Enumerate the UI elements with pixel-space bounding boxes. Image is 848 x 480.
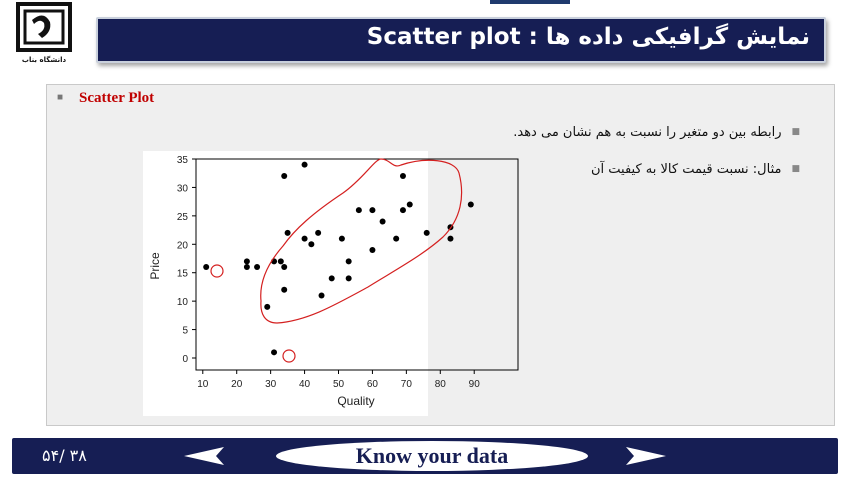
scatter-point xyxy=(339,236,345,242)
footer-tagline: Know your data xyxy=(355,443,509,468)
outlier-circle-left xyxy=(211,265,223,277)
scatter-point xyxy=(281,173,287,179)
scatter-point xyxy=(447,236,453,242)
scatter-point xyxy=(424,230,430,236)
outlier-circle-bottom xyxy=(283,350,295,362)
y-tick-label: 5 xyxy=(182,325,188,337)
y-axis-label: Price xyxy=(148,252,162,280)
bullet-square-icon: ■ xyxy=(791,127,800,137)
plot-frame xyxy=(196,159,518,370)
x-tick-label: 50 xyxy=(332,379,345,390)
logo-caption: دانشگاه بناب xyxy=(21,56,67,64)
y-tick-label: 30 xyxy=(176,183,188,195)
slide-title-bar xyxy=(96,17,826,63)
scatter-point xyxy=(400,173,406,179)
scatter-point xyxy=(380,219,386,225)
scatter-point xyxy=(315,230,321,236)
x-tick-label: 20 xyxy=(231,379,243,390)
scatter-plot-figure xyxy=(143,151,480,416)
bullet-square-icon: ■ xyxy=(791,164,800,174)
scatter-point xyxy=(407,201,413,207)
x-tick-label: 90 xyxy=(468,379,480,390)
top-accent-bar xyxy=(490,0,570,4)
cluster-outline xyxy=(261,159,462,323)
bullet-square-icon: ■ xyxy=(57,92,64,103)
y-tick-label: 0 xyxy=(182,354,188,365)
slide-footer xyxy=(12,438,838,474)
y-tick-label: 25 xyxy=(176,211,188,223)
x-tick-label: 70 xyxy=(400,379,412,390)
scatter-point xyxy=(308,241,314,247)
x-tick-label: 60 xyxy=(366,379,378,390)
scatter-point xyxy=(302,236,308,242)
scatter-point xyxy=(244,264,250,270)
scatter-plot-svg xyxy=(143,151,480,416)
page-number: ۳۸ /۵۴ xyxy=(42,446,87,465)
y-tick-label: 20 xyxy=(176,240,188,252)
scatter-point xyxy=(281,287,287,293)
scatter-point xyxy=(302,162,308,168)
bullet-item-2 xyxy=(591,162,800,177)
x-tick-label: 10 xyxy=(197,379,209,390)
scatter-point xyxy=(278,258,284,264)
scatter-point xyxy=(285,230,291,236)
slide-title: نمایش گرافیکی داده ها : Scatter plot xyxy=(366,24,810,50)
scatter-point xyxy=(400,207,406,213)
chevron-right-icon xyxy=(618,445,678,467)
scatter-point xyxy=(329,275,335,281)
bullet-text-2: مثال: نسبت قیمت کالا به کیفیت آن xyxy=(591,162,782,177)
y-tick-label: 10 xyxy=(176,297,188,309)
x-tick-label: 80 xyxy=(434,379,446,390)
scatter-point xyxy=(369,247,375,253)
scatter-point xyxy=(281,264,287,270)
scatter-point xyxy=(271,349,277,355)
scatter-point xyxy=(346,258,352,264)
scatter-point xyxy=(356,207,362,213)
section-heading: Scatter Plot xyxy=(79,90,155,106)
chevron-left-icon xyxy=(172,445,232,467)
x-tick-label: 40 xyxy=(299,379,311,390)
y-tick-label: 35 xyxy=(176,155,188,166)
scatter-point xyxy=(244,258,250,264)
scatter-point xyxy=(254,264,260,270)
x-axis-label: Quality xyxy=(337,394,375,408)
logo-mark-icon xyxy=(16,2,72,56)
scatter-point xyxy=(264,304,270,310)
university-logo xyxy=(12,2,76,68)
scatter-point xyxy=(369,207,375,213)
y-tick-label: 15 xyxy=(176,268,188,280)
scatter-point xyxy=(468,201,474,207)
bullet-text-1: رابطه بین دو متغیر را نسبت به هم نشان می دهد. xyxy=(513,125,782,140)
scatter-point xyxy=(203,264,209,270)
scatter-point xyxy=(393,236,399,242)
scatter-point xyxy=(346,275,352,281)
heading-bullet xyxy=(57,90,154,107)
slide-content-panel xyxy=(46,84,835,426)
bullet-item-1 xyxy=(513,125,800,140)
scatter-point xyxy=(319,292,325,298)
x-tick-label: 30 xyxy=(265,379,277,390)
